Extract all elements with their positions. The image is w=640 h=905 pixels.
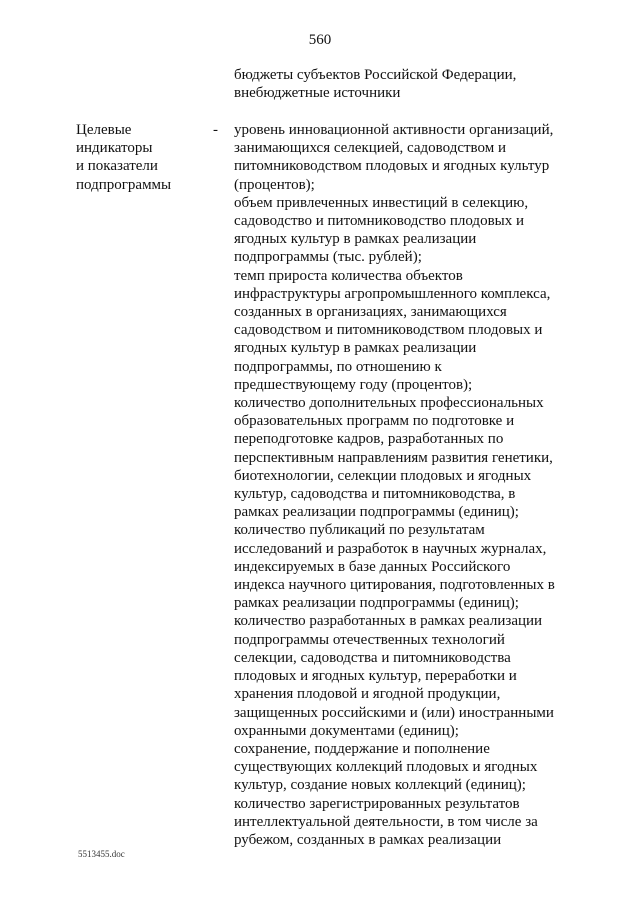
body-line: ягодных культур в рамках реализации bbox=[234, 231, 477, 248]
body-line: хранения плодовой и ягодной продукции, bbox=[234, 686, 501, 703]
intro-line: бюджеты субъектов Российской Федерации, bbox=[234, 67, 517, 83]
page-number: 560 bbox=[308, 32, 332, 48]
body-line: подпрограммы (тыс. рублей); bbox=[234, 249, 422, 266]
body-line: плодовых и ягодных культур, переработки и bbox=[234, 668, 517, 685]
body-line: биотехнологии, селекции плодовых и ягодных bbox=[234, 467, 532, 484]
section-dash: - bbox=[213, 122, 218, 138]
body-line: количество публикаций по результатам bbox=[234, 522, 485, 539]
body-line: подпрограммы отечественных технологий bbox=[234, 631, 505, 648]
document-footer-code: 5513455.doc bbox=[78, 849, 125, 859]
body-line: подпрограммы, по отношению к bbox=[234, 358, 442, 375]
body-line: количество дополнительных профессиональных bbox=[234, 395, 544, 412]
section-label bbox=[76, 121, 206, 194]
body-line: предшествующему году (процентов); bbox=[234, 376, 473, 393]
intro-text bbox=[234, 66, 624, 102]
body-line: инфраструктуры агропромышленного комплекса, bbox=[234, 285, 551, 302]
body-line: культур, садоводства и питомниководства, в bbox=[234, 486, 516, 503]
body-line: созданных в организациях, занимающихся bbox=[234, 304, 507, 321]
body-line: занимающихся селекцией, садоводством и bbox=[234, 140, 506, 157]
body-line: защищенных российскими и (или) иностранными bbox=[234, 704, 554, 721]
label-line: подпрограммы bbox=[76, 176, 172, 193]
body-line: сохранение, поддержание и пополнение bbox=[234, 740, 490, 757]
body-line: темп прироста количества объектов bbox=[234, 267, 463, 284]
body-line: количество зарегистрированных результатов bbox=[234, 795, 520, 812]
body-line: рамках реализации подпрограммы (единиц); bbox=[234, 504, 519, 521]
body-line: переподготовке кадров, разработанных по bbox=[234, 431, 504, 448]
body-line: питомниководством плодовых и ягодных культур bbox=[234, 158, 550, 175]
label-line: Целевые bbox=[76, 122, 132, 138]
body-line: охранными документами (единиц); bbox=[234, 722, 459, 739]
body-line: исследований и разработок в научных журналах, bbox=[234, 540, 547, 557]
label-line: индикаторы bbox=[76, 140, 153, 157]
body-line: рамках реализации подпрограммы (единиц); bbox=[234, 595, 519, 612]
body-line: перспективным направлениям развития генетики, bbox=[234, 449, 553, 466]
body-line: уровень инновационной активности организаций, bbox=[234, 122, 554, 138]
body-line: интеллектуальной деятельности, в том числе за bbox=[234, 813, 538, 830]
section-body bbox=[234, 121, 629, 849]
body-line: количество разработанных в рамках реализации bbox=[234, 613, 543, 630]
label-line: и показатели bbox=[76, 158, 158, 175]
body-line: рубежом, созданных в рамках реализации bbox=[234, 831, 502, 848]
body-line: индексируемых в базе данных Российского bbox=[234, 558, 511, 575]
body-line: садоводством и питомниководством плодовых и bbox=[234, 322, 543, 339]
body-line: объем привлеченных инвестиций в селекцию, bbox=[234, 194, 529, 211]
body-line: образовательных программ по подготовке и bbox=[234, 413, 515, 430]
intro-line: внебюджетные источники bbox=[234, 85, 401, 102]
body-line: индекса научного цитирования, подготовленных в bbox=[234, 577, 555, 594]
body-line: существующих коллекций плодовых и ягодных bbox=[234, 759, 538, 776]
body-line: (процентов); bbox=[234, 176, 315, 193]
body-line: культур, создание новых коллекций (единиц); bbox=[234, 777, 526, 794]
body-line: селекции, садоводства и питомниководства bbox=[234, 649, 511, 666]
body-line: ягодных культур в рамках реализации bbox=[234, 340, 477, 357]
body-line: садоводство и питомниководство плодовых и bbox=[234, 213, 525, 230]
